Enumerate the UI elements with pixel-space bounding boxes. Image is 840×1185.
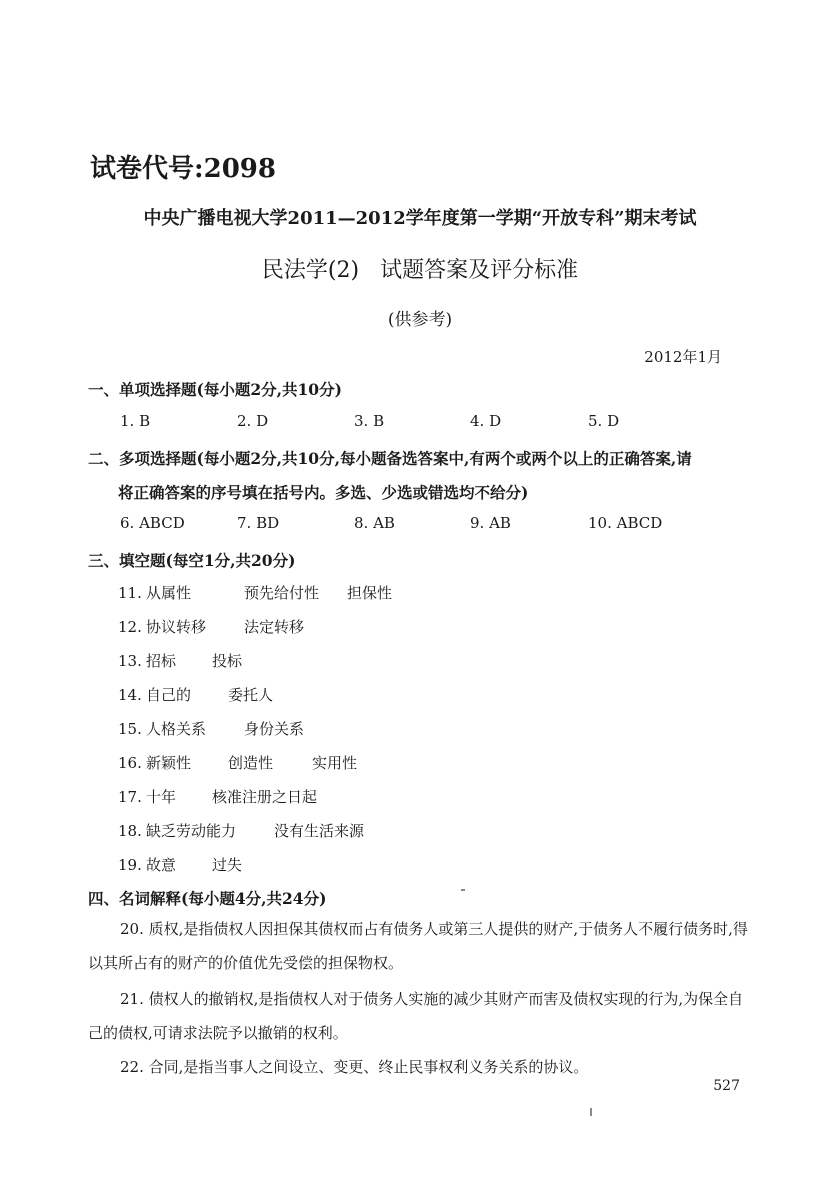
fill-number: 18. bbox=[118, 822, 142, 840]
answer-4: 4. D bbox=[470, 412, 502, 430]
fill-answer: 委托人 bbox=[228, 686, 274, 704]
fill-row-15 bbox=[118, 718, 304, 739]
fill-number: 16. bbox=[118, 754, 142, 772]
fill-answer: 新颖性 bbox=[146, 754, 192, 772]
answer-5: 5. D bbox=[588, 412, 620, 430]
page-number: 527 bbox=[713, 1078, 740, 1094]
answer-2: 2. D bbox=[237, 412, 269, 430]
fill-row-17 bbox=[118, 786, 317, 807]
fill-row-12 bbox=[118, 616, 304, 637]
reference-note: (供参考) bbox=[387, 310, 453, 330]
scan-speck bbox=[461, 889, 465, 891]
fill-answer: 投标 bbox=[212, 652, 243, 670]
fill-answer: 法定转移 bbox=[244, 618, 305, 636]
fill-answer: 身份关系 bbox=[244, 720, 305, 738]
university-title: 中央广播电视大学2011—2012学年度第一学期“开放专科”期末考试 bbox=[143, 208, 697, 229]
fill-answer: 创造性 bbox=[228, 754, 274, 772]
definition-text: 22. 合同,是指当事人之间设立、变更、终止民事权利义务关系的协议。 bbox=[120, 1058, 589, 1076]
answer-9: 9. AB bbox=[470, 514, 511, 532]
exam-date: 2012年1月 bbox=[644, 348, 722, 366]
fill-answer: 人格关系 bbox=[146, 720, 207, 738]
fill-row-13 bbox=[118, 650, 242, 671]
fill-number: 14. bbox=[118, 686, 142, 704]
fill-answer: 过失 bbox=[212, 856, 243, 874]
section-fill-blank-heading: 三、填空题(每空1分,共20分) bbox=[88, 551, 296, 570]
fill-answer: 从属性 bbox=[146, 584, 192, 602]
section-definitions-heading: 四、名词解释(每小题4分,共24分) bbox=[88, 889, 327, 908]
fill-answer: 十年 bbox=[146, 788, 177, 806]
definition-20 bbox=[88, 912, 752, 980]
fill-row-18 bbox=[118, 820, 364, 841]
fill-answer: 实用性 bbox=[312, 754, 358, 772]
fill-row-11 bbox=[118, 582, 392, 603]
fill-number: 17. bbox=[118, 788, 142, 806]
fill-number: 13. bbox=[118, 652, 142, 670]
definition-21 bbox=[88, 982, 752, 1050]
answer-8: 8. AB bbox=[354, 514, 395, 532]
fill-answer: 担保性 bbox=[347, 584, 393, 602]
fill-number: 11. bbox=[118, 584, 142, 602]
fill-answer: 故意 bbox=[146, 856, 177, 874]
section-multiple-choice-heading-cont: 将正确答案的序号填在括号内。多选、少选或错选均不给分) bbox=[118, 483, 529, 502]
answer-10: 10. ABCD bbox=[588, 514, 663, 532]
definition-text: 20. 质权,是指债权人因担保其债权而占有债务人或第三人提供的财产,于债务人不履行债务时,得以其所占有的财产的价值优先受偿的担保物权。 bbox=[88, 920, 748, 972]
definition-22 bbox=[88, 1050, 752, 1084]
answer-7: 7. BD bbox=[237, 514, 280, 532]
answer-6: 6. ABCD bbox=[120, 514, 185, 532]
answer-3: 3. B bbox=[354, 412, 385, 430]
fill-row-16 bbox=[118, 752, 357, 773]
paper-code: 试卷代号:2098 bbox=[90, 154, 276, 184]
fill-answer: 缺乏劳动能力 bbox=[146, 822, 237, 840]
fill-answer: 自己的 bbox=[146, 686, 192, 704]
fill-answer: 协议转移 bbox=[146, 618, 207, 636]
fill-answer: 核准注册之日起 bbox=[212, 788, 318, 806]
course-title: 民法学(2) 试题答案及评分标准 bbox=[261, 258, 579, 283]
section-multiple-choice-heading: 二、多项选择题(每小题2分,共10分,每小题备选答案中,有两个或两个以上的正确答案,请 bbox=[88, 449, 692, 468]
fill-answer: 预先给付性 bbox=[244, 584, 320, 602]
fill-number: 12. bbox=[118, 618, 142, 636]
fill-number: 19. bbox=[118, 856, 142, 874]
fill-row-14 bbox=[118, 684, 273, 705]
fill-number: 15. bbox=[118, 720, 142, 738]
fill-answer: 没有生活来源 bbox=[274, 822, 365, 840]
scan-speck bbox=[590, 1108, 592, 1116]
section-single-choice-heading: 一、单项选择题(每小题2分,共10分) bbox=[88, 380, 342, 399]
definition-text: 21. 债权人的撤销权,是指债权人对于债务人实施的减少其财产而害及债权实现的行为,为保全自己的债权,可请求法院予以撤销的权利。 bbox=[88, 990, 744, 1042]
answer-1: 1. B bbox=[120, 412, 151, 430]
fill-row-19 bbox=[118, 854, 242, 875]
fill-answer: 招标 bbox=[146, 652, 177, 670]
